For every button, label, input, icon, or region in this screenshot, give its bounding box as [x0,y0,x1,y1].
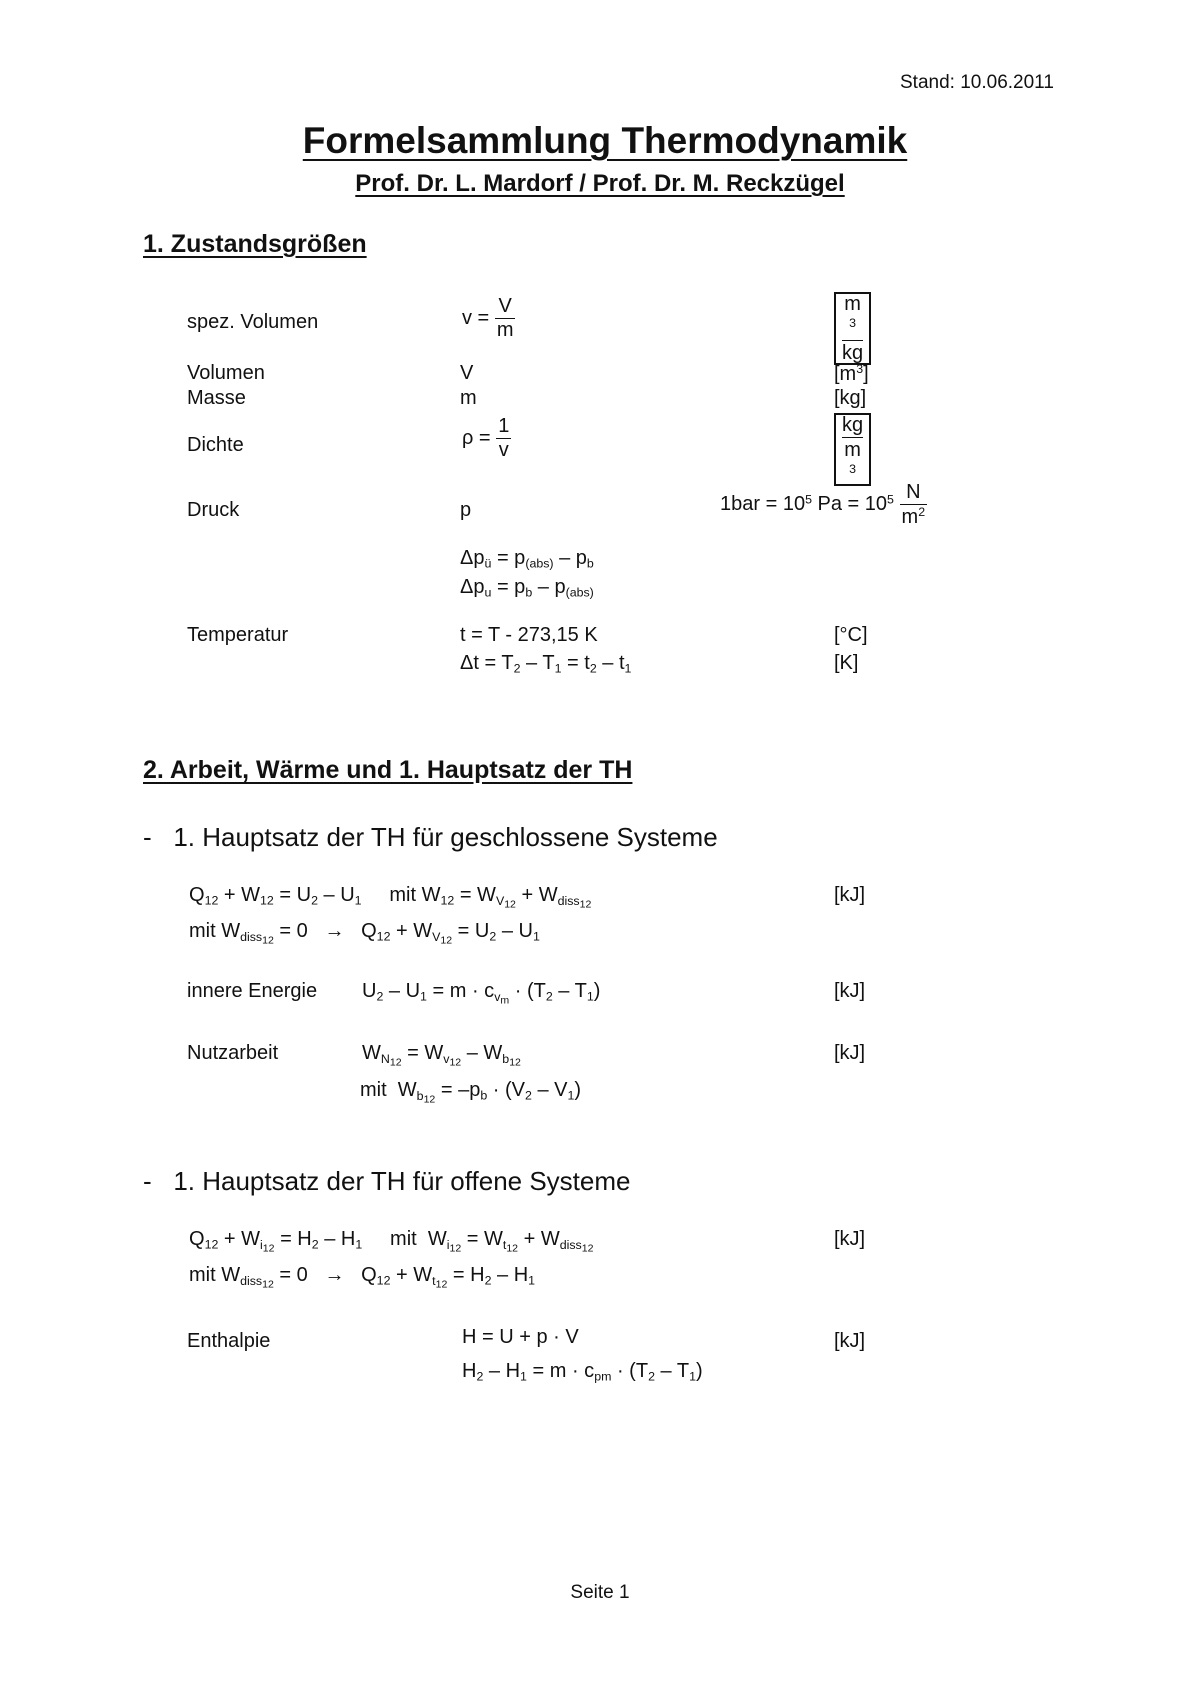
label-masse: Masse [187,387,246,409]
unit-innere-energie: [kJ] [834,980,866,1002]
formula-hauptsatz-offen: $Q_{12} + W_{i_{12}} = H_2 - H_1$ mit $W_{i_{12}} = W_{t_{12}} + W_{diss_{12}}$ [189,1228,594,1255]
label-enthalpie: Enthalpie [187,1330,271,1352]
label-temperatur: Temperatur [187,624,289,646]
formula-temperaturdifferenz: $\Delta t = T_2 - T_1 = t_2 - t_1$ [460,652,632,676]
section-heading-2: 2. Arbeit, Wärme und 1. Hauptsatz der TH [143,756,633,784]
formula-hauptsatz-offen-reversibel: mit $W_{diss_{12}} = 0 \to Q_{12} + W_{t_{12}} = H_2 - H_1$ [189,1264,536,1291]
formula-innere-energie: $U_2 - U_1 = m \cdot c_{v_m} \cdot (T_2 - T_1)$ [362,980,601,1007]
formula-enthalpie: H = U + p · V [462,1326,579,1348]
stand-date: Stand: 10.06.2011 [900,72,1054,93]
unit-spez-volumen: m $^3$ kg [834,292,871,365]
page-number: Seite 1 [570,1582,630,1603]
formula-hauptsatz-geschlossen: $Q_{12} + W_{12} = U_2 - U_1$ mit $W_{12} = W_{V_{12}} + W_{diss_{12}}$ [189,884,592,911]
formula-dichte: ρ = $\frac{1}{v}$ [462,415,510,461]
formula-hauptsatz-geschlossen-reversibel: mit $W_{diss_{12}} = 0 \to Q_{12} + W_{V_{12}} = U_2 - U_1$ [189,920,540,947]
unit-nutzarbeit: [kJ] [834,1042,866,1064]
document-title: Formelsammlung Thermodynamik [302,120,908,161]
unit-masse: [kg] [834,387,867,409]
unit-hauptsatz-geschlossen: [kJ] [834,884,866,906]
unit-volumen: $[m^3]$ [834,362,869,385]
section-heading-1: 1. Zustandsgrößen [143,230,367,258]
unit-hauptsatz-offen: [kJ] [834,1228,866,1250]
label-innere-energie: innere Energie [187,980,318,1002]
formula-enthalpie-differenz: $H_2 - H_1 = m \cdot c_{pm} \cdot (T_2 - T_1)$ [462,1360,703,1384]
formula-ueberdruck: $\Delta p_ü = p_{(abs)} - p_b$ [460,547,594,571]
label-druck: Druck [187,499,240,521]
subheading-geschlossene-systeme: - 1. Hauptsatz der TH für geschlossene Systeme [143,822,718,852]
formula-nutzarbeit-verschiebearbeit: mit $W_{b_{12}} = -p_b \cdot (V_2 - V_1)$ [360,1079,582,1106]
formula-druck: p [460,499,472,521]
label-spez-volumen: spez. Volumen [187,311,319,333]
label-dichte: Dichte [187,434,244,456]
document-authors: Prof. Dr. L. Mardorf / Prof. Dr. M. Reckzügel [355,170,845,197]
unit-enthalpie: [kJ] [834,1330,866,1352]
unit-dichte: kg m $^3$ [834,413,871,486]
unit-temperaturdifferenz: [K] [834,652,859,674]
formula-temperatur: t = T - 273,15 K [460,624,598,646]
unit-druck: $1bar = 10^5$ $Pa = 10^5$ $\frac{N}{m^2}$ [720,481,926,528]
unit-temperatur: [°C] [834,624,868,646]
formula-spez-volumen: v = $\frac{V}{m}$ [462,295,514,341]
label-nutzarbeit: Nutzarbeit [187,1042,279,1064]
formula-masse: m [460,387,477,409]
formula-volumen: V [460,362,474,384]
formula-nutzarbeit: $W_{N_{12}} = W_{v_{12}} - W_{b_{12}}$ [362,1042,521,1069]
label-volumen: Volumen [187,362,265,384]
formula-unterdruck: $\Delta p_u = p_b - p_{(abs)}$ [460,576,594,600]
subheading-offene-systeme: - 1. Hauptsatz der TH für offene Systeme [143,1166,631,1196]
